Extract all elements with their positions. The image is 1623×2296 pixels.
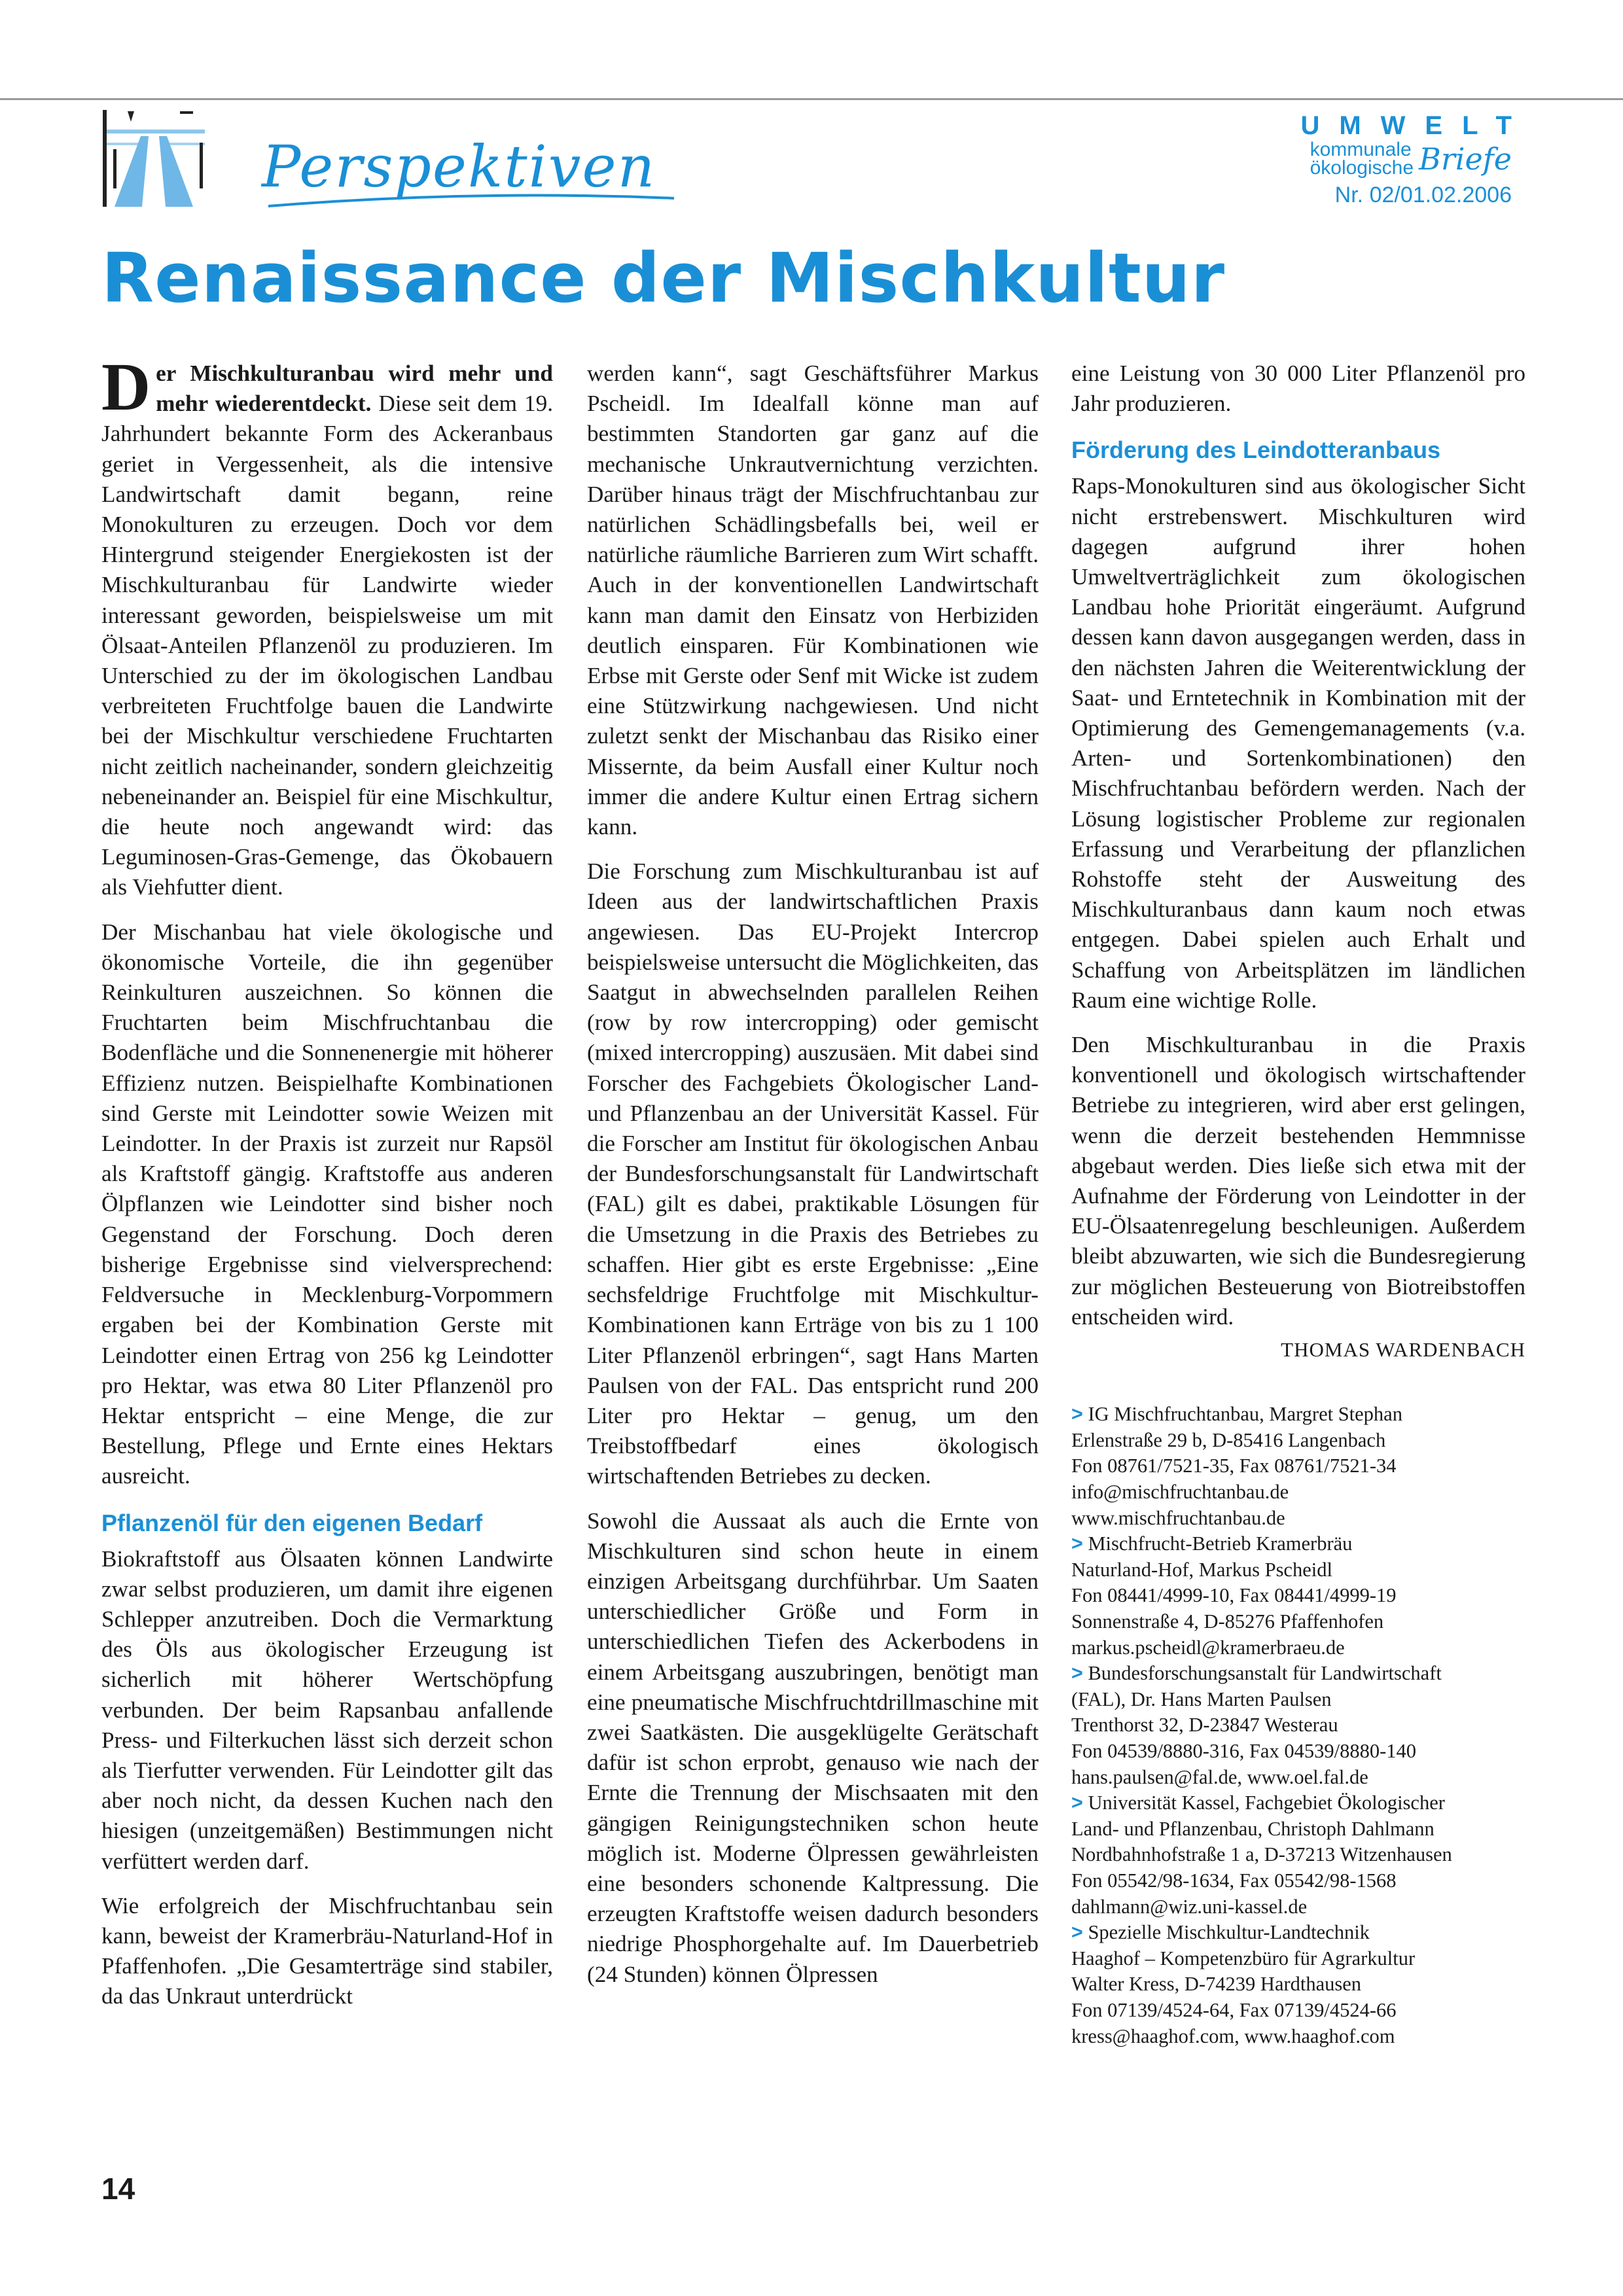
contact-entry-title [1071,1790,1525,1816]
arrow-icon: > [1071,1662,1083,1685]
contact-text: (FAL), Dr. Hans Marten Paulsen [1071,1687,1332,1710]
paragraph-harvest-start: Sowohl die Aussaat als auch die Ernte von Mischkulturen sind schon heute in einem einzigen Arbeitsgang durchführbar. Um Saaten unterschiedlicher Größe und Form in unterschiedlichen Tiefen des Ackerbodens in einem Arbeitsgang auszubringen, benötigt man eine pneumatische Mischfruchtdrillmaschine mit zwei Saatkästen. Die ausgeklügelte Gerätschaft dafür ist schon erprobt, genauso wie nach der Ernte die Trennung der Mischsaaten mit den gängigen Reinigungstechniken schon heute möglich ist. Moderne Ölpressen gewährleisten eine besonders schonende Kaltpressung. Die erzeugten Kraftstoffe weisen dadurch besonders niedrige Phosphorgehalte auf. Im Dauerbetrieb (24 Stunden) können Ölpressen [587,1508,1039,1987]
contact-entry-line [1071,1687,1525,1713]
contact-entry-line [1071,1868,1525,1894]
contact-text: Fon 08761/7521-35, Fax 08761/7521-34 [1071,1455,1397,1477]
publication-masthead [1300,111,1531,208]
contact-text: kress@haaghof.com, www.haaghof.com [1071,2024,1395,2047]
paragraph-harvest-cont: eine Leistung von 30 000 Liter Pflanzenöl pro Jahr produzieren. [1071,361,1525,417]
contact-entry-line [1071,1583,1525,1609]
paragraph-monocultures: Raps-Monokulturen sind aus ökologischer Sicht nicht erstrebenswert. Mischkulturen wird dagegen aufgrund ihrer hohen Umweltverträglichkeit zum ökologischen Landbau hohe Priorität eingeräumt. Aufgrund dessen kann davon ausgegangen werden, dass in den nächsten Jahren die Weiterentwicklung der Saat- und Erntetechnik in Kombination mit der Optimierung des Gemengemanagements (v.a. Arten- und Sortenkombinationen) den Mischfruchtanbau befördern werden. Nach der Lösung logistischer Probleme zur regionalen Erfassung und Verarbeitung der pflanzlichen Rohstoffe steht der Ausweitung des Mischkulturanbaus dann kaum noch etwas entgegen. Dabei spielen auch Erhalt und Schaffung von Arbeitsplätzen im ländlichen Raum eine wichtige Rolle. [1071,473,1525,1013]
contact-text: Sonnenstraße 4, D-85276 Pfaffenhofen [1071,1610,1384,1633]
arrow-icon: > [1071,1792,1083,1814]
contact-entry-line [1071,1453,1525,1479]
author-byline: THOMAS WARDENBACH [1281,1338,1525,1362]
contact-text: IG Mischfruchtanbau, Margret Stephan [1088,1403,1402,1426]
contact-text: markus.pscheidl@kramerbraeu.de [1071,1636,1345,1659]
paragraph-integration: Den Mischkulturanbau in die Praxis konventionell und ökologisch wirtschaftender Betriebe zu integrieren, wird aber erst gelingen, wenn die derzeit bestehenden Hemmnisse abgebaut werden. Dies ließe sich etwa mit der Aufnahme der Förderung von Leindotter in der EU-Ölsaatenregelung beschleunigen. Außerdem bleibt abzuwarten, wie sich die Bundesregierung zur möglichen Besteuerung von Biotreibstoffen entscheiden wird. [1071,1032,1525,1330]
contact-text: Spezielle Mischkultur-Landtechnik [1088,1921,1370,1944]
contact-entry-line [1071,1609,1525,1635]
contact-list [1071,1402,1525,2049]
contact-text: www.mischfruchtanbau.de [1071,1506,1285,1529]
contact-text: Bundesforschungsanstalt für Landwirtschaft [1088,1662,1442,1685]
contact-entry-line [1071,1712,1525,1739]
contact-entry-line [1071,1635,1525,1661]
paragraph-intro [101,349,553,903]
contact-entry-title [1071,1402,1525,1428]
contact-text: Fon 08441/4999-10, Fax 08441/4999-19 [1071,1584,1397,1607]
paragraph-research: Die Forschung zum Mischkulturanbau ist auf Ideen aus der landwirtschaftlichen Praxis angewiesen. Das EU-Projekt Intercrop beispielsweise untersucht die Möglichkeiten, das Saatgut in abwechselnden parallelen Reihen (row by row intercropping) oder gemischt (mixed intercropping) auszusäen. Mit dabei sind Forscher des Fachgebiets Ökologischer Land- und Pflanzenbau an der Universität Kassel. Für die Forscher am Institut für ökologischen Anbau der Bundesforschungsanstalt für Landwirtschaft (FAL) gilt es dabei, praktikable Lösungen für die Umsetzung in die Praxis des Betriebes zu schaffen. Hier gibt es erste Ergebnisse: „Eine sechsfeldrige Fruchtfolge mit Mischkultur-Kombinationen kann Erträge von bis zu 1 100 Liter Pflanzenöl erbringen“, sagt Hans Marten Paulsen von der FAL. Das entspricht rund 200 Liter pro Hektar – genug, um den Treibstoffbedarf eines ökologisch wirtschaftenden Betriebes zu decken. [587,858,1039,1489]
section-script-title [255,128,681,219]
article-title: Renaissance der Mischkultur [101,238,1225,318]
header-rule [0,98,1623,100]
contact-entry-line [1071,1479,1525,1506]
contact-text: hans.paulsen@fal.de, www.oel.fal.de [1071,1765,1368,1788]
contact-entry-line [1071,1971,1525,1998]
contact-text: Erlenstraße 29 b, D-85416 Langenbach [1071,1428,1386,1451]
column-1 [101,349,553,2026]
lead-text: er Mischkulturanbau wird mehr und mehr wiederentdeckt. [156,361,553,417]
subheading-own-use: Pflanzenöl für den eigenen Bedarf [101,1509,483,1536]
brand-line2: ökologische [1310,157,1414,179]
subheading-funding: Förderung des Leindotteranbaus [1071,436,1441,464]
brand-script: Briefe [1419,141,1512,177]
intro-text: Diese seit dem 19. Jahrhundert bekannte Form des Ackeranbaus geriet in Vergessenheit, als die intensive Landwirtschaft damit begann, reine Monokulturen zu erzeugen. Doch vor dem Hintergrund steigender Energiekosten ist der Mischkulturanbau für Landwirte wieder interessant geworden, beispielsweise um mit Ölsaat-Anteilen Pflanzenöl zu produzieren. Im Unterschied zu der im ökologischen Landbau verbreiteten Fruchtfolge bauen die Landwirte bei der Mischkultur verschiedene Fruchtarten nicht zeitlich nacheinander, sondern gleichzeitig nebeneinander an. Beispiel für eine Mischkultur, die heute noch angewandt wird: das Leguminosen-Gras-Gemenge, das Ökobauern als Viehfutter dient. [101,391,553,900]
arrow-icon: > [1071,1403,1083,1426]
arrow-icon: > [1071,1532,1083,1555]
contact-entry-line [1071,1816,1525,1843]
contact-entry-title [1071,1531,1525,1557]
perspektiven-logo-graphic [101,110,213,207]
contact-text: Fon 04539/8880-316, Fax 04539/8880-140 [1071,1740,1416,1763]
contact-text: Fon 07139/4524-64, Fax 07139/4524-66 [1071,1998,1397,2021]
contact-text: Haaghof – Kompetenzbüro für Agrarkultur [1071,1947,1416,1969]
contact-entry-title [1071,1920,1525,1946]
contact-text: Universität Kassel, Fachgebiet Ökologischer [1088,1792,1445,1814]
paragraph-kramerbraeu-cont: werden kann“, sagt Geschäftsführer Markus Pscheidl. Im Idealfall könne man auf bestimmten Standorten gar ganz auf die mechanische Unkrautvernichtung verzichten. Darüber hinaus trägt der Mischfruchtanbau zur natürlichen Schädlingsbefalls bei, weil er natürliche räumliche Barrieren zum Wirt schafft. Auch in der konventionellen Landwirtschaft kann man damit den Einsatz von Herbiziden deutlich einsparen. Für Kombinationen wie Erbse mit Gerste oder Senf mit Wicke ist zudem eine Stützwirkung nachgewiesen. Und nicht zuletzt senkt der Mischanbau das Risiko einer Missernte, da beim Ausfall einer Kultur noch immer die andere Kultur einen Ertrag sichern kann. [587,361,1039,840]
contact-entry-line [1071,1946,1525,1972]
contact-entry-line [1071,1842,1525,1868]
contact-text: Naturland-Hof, Markus Pscheidl [1071,1558,1332,1581]
contact-text: Walter Kress, D-74239 Hardthausen [1071,1973,1362,1996]
contact-text: info@mischfruchtanbau.de [1071,1481,1289,1504]
contact-entry-line [1071,1739,1525,1765]
contact-entry-line [1071,1894,1525,1920]
contact-entry-line [1071,1998,1525,2024]
contact-entry-line [1071,2024,1525,2050]
contact-text: dahlmann@wiz.uni-kassel.de [1071,1895,1308,1918]
paragraph-advantages: Der Mischanbau hat viele ökologische und ökonomische Vorteile, die ihn gegenüber Reinkulturen auszeichnen. So können die Fruchtarten beim Mischfruchtanbau die Bodenfläche und die Sonnenenergie mit höherer Effizienz nutzen. Beispielhafte Kombinationen sind Gerste mit Leindotter sowie Weizen mit Leindotter. In der Praxis ist zurzeit nur Rapsöl als Kraftstoff gängig. Kraftstoffe aus anderen Ölpflanzen wie Leindotter sind bisher noch Gegenstand der Forschung. Doch deren bisherige Ergebnisse sind vielversprechend: Feldversuche in Mecklenburg-Vorpommern ergaben bei der Kombination Gerste mit Leindotter einen Ertrag von 256 kg Leindotter pro Hektar, was etwa 80 Liter Pflanzenöl pro Hektar entspricht – eine Menge, die zur Bestellung, Pflege und Ernte eines Hektars ausreicht. [101,919,553,1489]
contact-text: Trenthorst 32, D-23847 Westerau [1071,1714,1338,1737]
column-3 [1071,359,1525,2049]
paragraph-biofuel: Biokraftstoff aus Ölsaaten können Landwirte zwar selbst produzieren, um damit ihre eigenen Schlepper anzutreiben. Doch die Vermarktung des Öls aus ökologischer Erzeugung ist sicherlich mit höherer Wertschöpfung verbunden. Der beim Rapsanbau anfallende Press- und Filterkuchen lässt sich derzeit schon als Tierfutter verwenden. Für Leindotter gilt das aber noch nicht, da dessen Kuchen nach den hiesigen (unzeitgemäßen) Bestimmungen nicht verfüttert werden darf. [101,1545,553,1874]
contact-text: Land- und Pflanzenbau, Christoph Dahlmann [1071,1817,1435,1840]
section-script-text: Perspektiven [262,133,656,200]
contact-entry-line [1071,1428,1525,1454]
contact-entry-line [1071,1765,1525,1791]
brand-line1: kommunale [1310,139,1412,160]
drop-cap: D [101,349,151,425]
contact-text: Mischfrucht-Betrieb Kramerbräu [1088,1532,1353,1555]
contact-text: Nordbahnhofstraße 1 a, D-37213 Witzenhausen [1071,1843,1452,1866]
brand-subline [1300,141,1512,177]
contact-entry-line [1071,1506,1525,1532]
contact-entry-title [1071,1661,1525,1687]
contact-text: Fon 05542/98-1634, Fax 05542/98-1568 [1071,1869,1397,1892]
page-number: 14 [101,2172,135,2206]
issue-number: Nr. 02/01.02.2006 [1334,183,1512,207]
column-2 [587,359,1039,2004]
brand-letters: UMWELT [1300,111,1531,140]
paragraph-kramerbraeu-start: Wie erfolgreich der Mischfruchtanbau sein kann, beweist der Kramerbräu-Naturland-Hof in Pfaffenhofen. „Die Gesamterträge sind stabiler, da das Unkraut unterdrückt [101,1892,553,2009]
contact-entry-line [1071,1557,1525,1583]
arrow-icon: > [1071,1921,1083,1944]
